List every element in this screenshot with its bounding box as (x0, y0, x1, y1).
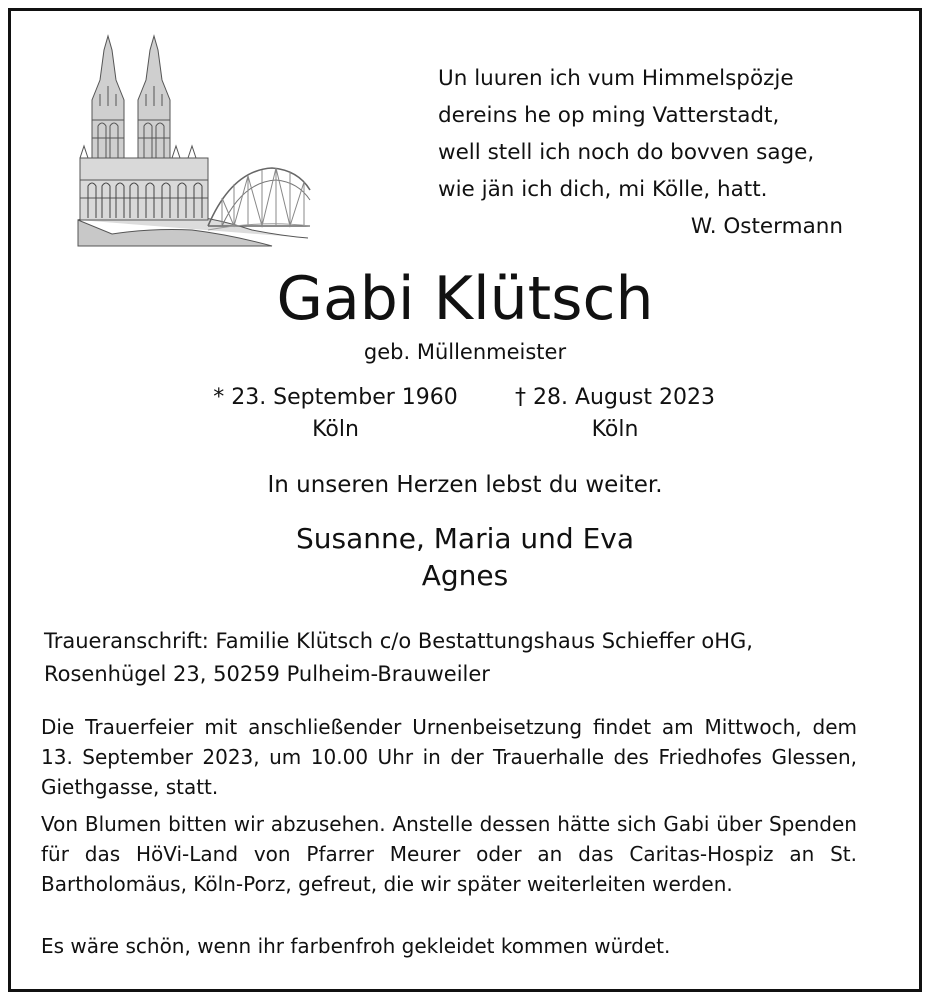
death-date: 28. August 2023 (533, 385, 715, 410)
poem-line: well stell ich noch do bovven sage, (438, 140, 815, 165)
poem-line: Un luuren ich vum Himmelspözje (438, 66, 794, 91)
birth-symbol: * (213, 385, 225, 410)
maiden-name: geb. Müllenmeister (363, 340, 567, 364)
birth-block (198, 382, 473, 446)
cross-icon: † (515, 385, 527, 410)
donation-paragraph: Von Blumen bitten wir abzusehen. Anstelle dessen hätte sich Gabi über Spenden für das HöVi-Land von Pfarrer Meurer oder an das Caritas-Hospiz an St. Bartholomäus, Köln-Porz, gefreut, die wir später weiterleiten werden. (41, 812, 857, 896)
cologne-cathedral-bridge-icon (72, 30, 312, 250)
death-place: Köln (591, 417, 639, 442)
family-names (0, 520, 930, 594)
motto: In unseren Herzen lebst du weiter. (267, 472, 663, 498)
birth-place: Köln (312, 417, 359, 442)
deceased-name: Gabi Klütsch (276, 264, 654, 334)
family-line: Agnes (421, 559, 509, 592)
address-line: Traueranschrift: Familie Klütsch c/o Bestattungshaus Schieffer oHG, (44, 629, 753, 653)
dress-code-paragraph: Es wäre schön, wenn ihr farbenfroh gekleidet kommen würdet. (41, 934, 671, 958)
funeral-info-paragraph: Die Trauerfeier mit anschließender Urnenbeisetzung findet am Mittwoch, dem 13. September 2023, um 10.00 Uhr in der Trauerhalle des Friedhofes Glessen, Giethgasse, statt. (41, 715, 857, 799)
poem (438, 60, 858, 245)
birth-date: 23. September 1960 (231, 385, 458, 410)
address-line: Rosenhügel 23, 50259 Pulheim-Brauweiler (44, 662, 490, 686)
poem-line: wie jän ich dich, mi Kölle, hatt. (438, 177, 768, 202)
poem-line: dereins he op ming Vatterstadt, (438, 103, 780, 128)
poem-author: W. Ostermann (690, 214, 843, 239)
mourning-address (44, 625, 864, 691)
death-block (500, 382, 730, 446)
family-line: Susanne, Maria und Eva (295, 522, 635, 555)
